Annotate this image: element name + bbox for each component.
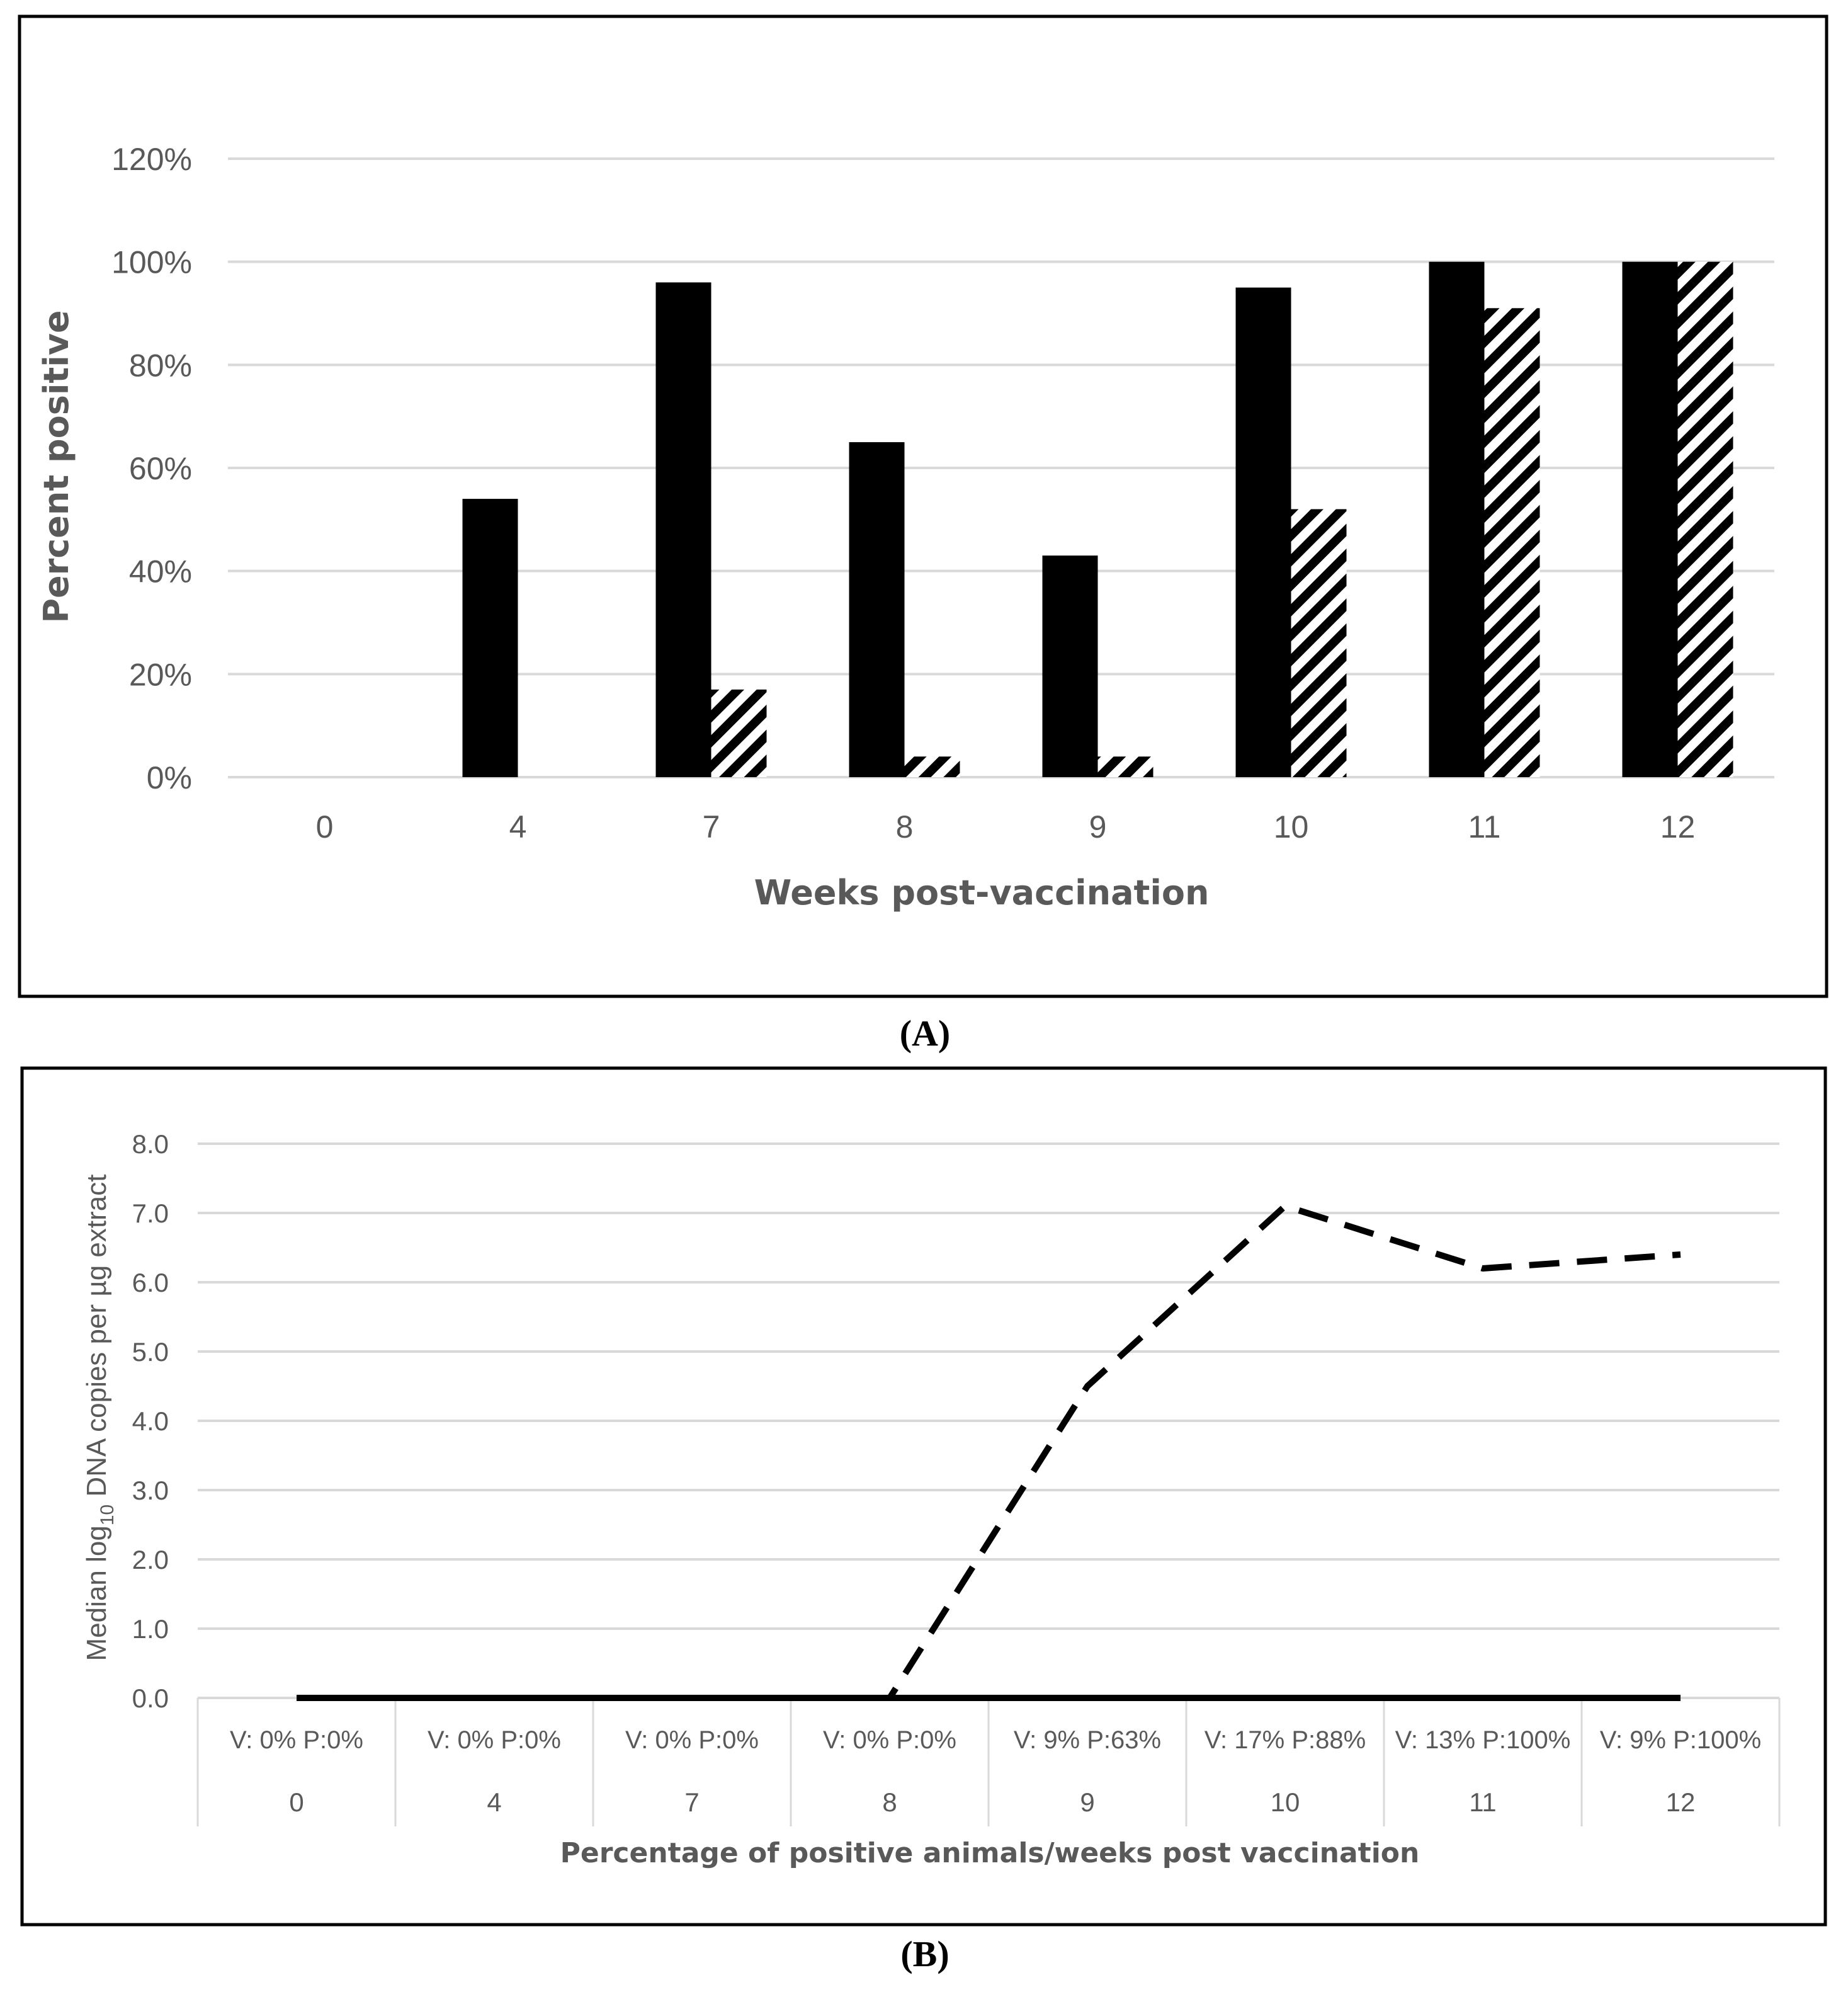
- panel-b-ylabel-sub: 10: [97, 1504, 118, 1526]
- panel-a-bar-solid: [849, 442, 905, 777]
- panel-a-bar-hatched: [1098, 756, 1154, 777]
- panel-a-bar-hatched: [1291, 509, 1347, 777]
- panel-b-category-label: 0: [289, 1787, 304, 1817]
- panel-a-bar-solid: [1236, 288, 1291, 777]
- panel-a-bar-solid: [1043, 555, 1098, 777]
- panel-a-xtick-label: 0: [315, 809, 334, 845]
- panel-a-bar-solid: [656, 282, 711, 777]
- panel-a-bar-hatched: [905, 756, 960, 777]
- panel-b-category-sublabel: V: 9% P:63%: [1013, 1726, 1162, 1754]
- panel-b-ytick-label: 0.0: [132, 1683, 169, 1713]
- panel-b-ytick-label: 4.0: [132, 1406, 169, 1436]
- panel-a-bar-hatched: [1485, 308, 1540, 777]
- panel-b-category-sublabel: V: 0% P:0%: [230, 1726, 363, 1754]
- panel-b-chart: [132, 1129, 1779, 1826]
- panel-b-category-label: 8: [882, 1787, 897, 1817]
- panel-a-xtick-label: 4: [509, 809, 527, 845]
- panel-a-xtick-label: 9: [1089, 809, 1107, 845]
- panel-a-bar-solid: [463, 499, 518, 777]
- panel-b-category-label: 9: [1080, 1787, 1095, 1817]
- panel-a-bar-solid: [1429, 262, 1485, 777]
- panel-a-ytick-label: 120%: [111, 142, 192, 177]
- panel-a-xtick-label: 11: [1468, 809, 1501, 845]
- panel-a-ytick-label: 60%: [128, 451, 192, 486]
- panel-a-xtick-label: 12: [1660, 809, 1696, 845]
- panel-b-category-sublabel: V: 17% P:88%: [1204, 1726, 1366, 1754]
- panel-a-xlabel: Weeks post-vaccination: [754, 873, 1210, 913]
- panel-b-category-sublabel: V: 13% P:100%: [1395, 1726, 1571, 1754]
- panel-b-ytick-label: 8.0: [132, 1129, 169, 1159]
- panel-b-ylabel-post: DNA copies per µg extract: [81, 1174, 112, 1505]
- panel-b-ytick-label: 7.0: [132, 1198, 169, 1228]
- panel-a-xtick-label: 8: [895, 809, 914, 845]
- panel-b-ytick-label: 6.0: [132, 1268, 169, 1297]
- panel-b-ylabel-pre: Median log: [81, 1525, 112, 1661]
- panel-a-ylabel: Percent positive: [37, 310, 76, 623]
- panel-b-category-sublabel: V: 9% P:100%: [1599, 1726, 1762, 1754]
- panel-b-ytick-label: 2.0: [132, 1545, 169, 1574]
- panel-a-bar-hatched: [711, 690, 767, 777]
- panel-b-ytick-label: 3.0: [132, 1476, 169, 1505]
- panel-a-ytick-label: 40%: [128, 554, 192, 589]
- panel-b-category-label: 10: [1270, 1787, 1300, 1817]
- panel-b-ytick-label: 1.0: [132, 1614, 169, 1644]
- panel-b-category-sublabel: V: 0% P:0%: [428, 1726, 561, 1754]
- panel-a-frame: [20, 16, 1827, 996]
- panel-b-ylabel: [81, 1175, 118, 1661]
- panel-b-category-label: 7: [684, 1787, 700, 1817]
- panel-a-ytick-label: 0%: [146, 760, 192, 795]
- panel-a-bar-hatched: [1678, 262, 1733, 777]
- panel-a-ytick-label: 80%: [128, 348, 192, 384]
- panel-a-bar-solid: [1623, 262, 1678, 777]
- panel-b-category-label: 11: [1469, 1787, 1497, 1817]
- panel-a-xtick-label: 7: [702, 809, 720, 845]
- panel-a-ytick-label: 20%: [128, 657, 192, 693]
- panel-a-label: (A): [899, 1013, 951, 1054]
- panel-b-category-label: 4: [487, 1787, 502, 1817]
- panel-b-ytick-label: 5.0: [132, 1337, 169, 1367]
- panel-a-xtick-label: 10: [1273, 809, 1309, 845]
- panel-a-ytick-label: 100%: [111, 244, 192, 280]
- panel-a-chart: [111, 142, 1774, 845]
- panel-b-xlabel: Percentage of positive animals/weeks post vaccination: [560, 1837, 1420, 1869]
- panel-b-category-sublabel: V: 0% P:0%: [823, 1726, 956, 1754]
- panel-b-line-dashed: [297, 1206, 1681, 1698]
- panel-b-category-sublabel: V: 0% P:0%: [625, 1726, 759, 1754]
- panel-b-category-label: 12: [1665, 1787, 1696, 1817]
- panel-b-label: (B): [900, 1933, 950, 1974]
